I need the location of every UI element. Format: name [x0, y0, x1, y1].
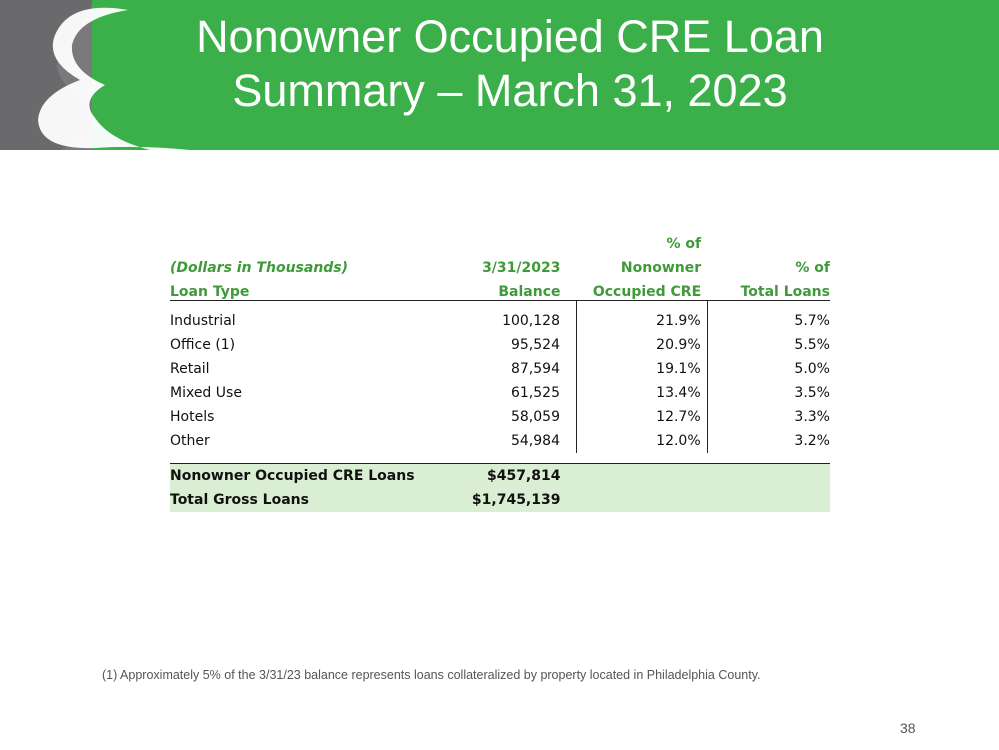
table-row: [170, 405, 830, 429]
loan-type-cell: Office (1): [170, 337, 236, 353]
loan-type-cell: Other: [170, 433, 210, 449]
header-pct-total-1: % of: [795, 260, 830, 276]
pct-total-cell: 5.5%: [794, 337, 830, 353]
balance-cell: 95,524: [433, 333, 576, 357]
header-loan-type: Loan Type: [170, 276, 433, 301]
table-row: [170, 429, 830, 453]
cre-loan-table: [170, 228, 830, 512]
table-row: [170, 357, 830, 381]
slide-title: [140, 10, 880, 118]
table-row: [170, 309, 830, 333]
summary-label: Total Gross Loans: [170, 488, 433, 512]
balance-cell: 61,525: [433, 381, 576, 405]
header-pct-cre-2: Nonowner: [620, 260, 702, 276]
table-row: [170, 381, 830, 405]
loan-type-cell: Retail: [170, 361, 210, 377]
header-balance: Balance: [433, 276, 576, 301]
loan-type-cell: Hotels: [170, 409, 215, 425]
table-row: [170, 333, 830, 357]
loan-type-cell: Mixed Use: [170, 385, 242, 401]
page-number: 38: [900, 720, 916, 736]
footnote: (1) Approximately 5% of the 3/31/23 balance represents loans collateralized by property located in Philadelphia County.: [102, 668, 761, 682]
pct-total-cell: 3.2%: [794, 433, 830, 449]
summary-row-cre: [170, 464, 830, 489]
title-line-1: Nonowner Occupied CRE Loan: [196, 11, 824, 62]
pct-cre-cell: 19.1%: [576, 357, 707, 381]
title-line-2: Summary – March 31, 2023: [232, 65, 788, 116]
header-balance-date: 3/31/2023: [482, 260, 561, 276]
loan-type-cell: Industrial: [170, 313, 236, 329]
balance-cell: 100,128: [433, 309, 576, 333]
summary-row-total: [170, 488, 830, 512]
header-pct-total-2: Total Loans: [707, 276, 830, 301]
header-dollars-note: (Dollars in Thousands): [170, 260, 349, 276]
pct-total-cell: 3.3%: [794, 409, 830, 425]
pct-cre-cell: 21.9%: [576, 309, 707, 333]
pct-total-cell: 5.7%: [794, 313, 830, 329]
pct-total-cell: 5.0%: [794, 361, 830, 377]
pct-cre-cell: 13.4%: [576, 381, 707, 405]
summary-value: $457,814: [433, 464, 576, 489]
pct-cre-cell: 12.0%: [576, 429, 707, 453]
balance-cell: 87,594: [433, 357, 576, 381]
header-pct-cre-1: % of: [666, 236, 702, 252]
balance-cell: 58,059: [433, 405, 576, 429]
pct-cre-cell: 20.9%: [576, 333, 707, 357]
balance-cell: 54,984: [433, 429, 576, 453]
pct-cre-cell: 12.7%: [576, 405, 707, 429]
summary-label: Nonowner Occupied CRE Loans: [170, 464, 433, 489]
summary-value: $1,745,139: [433, 488, 576, 512]
header-pct-cre-3: Occupied CRE: [576, 276, 707, 301]
pct-total-cell: 3.5%: [794, 385, 830, 401]
